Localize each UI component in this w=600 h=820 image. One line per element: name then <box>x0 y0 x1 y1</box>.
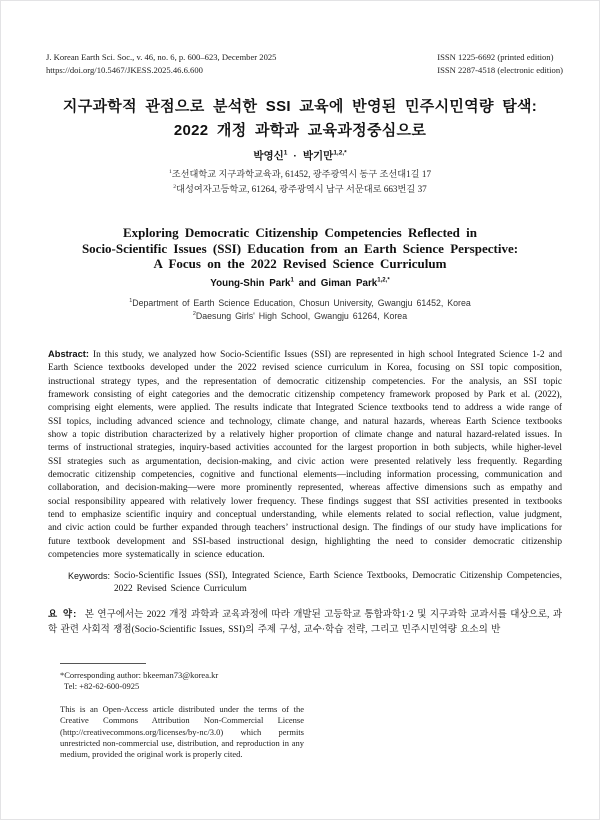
issn-print: ISSN 1225-6692 (printed edition) <box>437 52 554 62</box>
footnote-block <box>60 663 304 760</box>
korean-author-1-sup: 1 <box>283 149 288 157</box>
abstract-label: Abstract: <box>48 349 90 359</box>
english-title-line3: A Focus on the 2022 Revised Science Curriculum <box>153 256 447 271</box>
keywords-text: Socio-Scientific Issues (SSI), Integrated Science, Earth Science Textbooks, Democratic Citizenship Competencies, 2022 Revised Science Curriculum <box>114 570 562 594</box>
corresponding-author-line: *Corresponding author: bkeeman73@korea.kr <box>60 670 219 680</box>
license-paragraph: This is an Open-Access article distributed under the terms of the Creative Commons Attribution Non-Commercial License (http://creativecommons.org/licenses/by-nc/3.0) which permits unrestricted non-commercial use, distribution, and reproduction in any medium, provided the original work is properly cited. <box>60 704 304 760</box>
korean-affiliation-1-text: 조선대학교 지구과학교육과, 61452, 광주광역시 동구 조선대1길 17 <box>171 169 432 179</box>
korean-author-1: 박영신 <box>253 150 284 162</box>
english-author-2: Giman Park <box>320 278 378 289</box>
english-affiliation-1-text: Department of Earth Science Education, Chosun University, Gwangju 61452, Korea <box>132 298 471 308</box>
masthead <box>46 51 563 76</box>
journal-citation-block <box>46 51 276 76</box>
abstract-paragraph <box>48 348 562 563</box>
english-affiliation-2-sup: 2 <box>192 310 196 317</box>
korean-affiliation-2 <box>1 182 599 197</box>
korean-authors <box>1 148 599 163</box>
english-affiliation-1-sup: 1 <box>129 298 133 305</box>
korean-abstract-paragraph <box>48 608 562 637</box>
issn-block <box>437 51 563 76</box>
keywords-block <box>48 570 562 597</box>
english-affiliation-2 <box>1 310 599 323</box>
footnote-rule <box>60 663 146 664</box>
journal-citation: J. Korean Earth Sci. Soc., v. 46, no. 6, p. 600–623, December 2025 <box>46 52 277 62</box>
abstract-section <box>48 348 562 647</box>
english-title <box>31 225 569 272</box>
abstract-text: In this study, we analyzed how Socio-Scientific Issues (SSI) are represented in high school Integrated Science 1-2 and Earth Science textbooks developed under the 2022 revised science curriculum in Korea, focusing on SSI topic composition, instructional strategy types, and the representation of democratic citizenship competencies. For the analysis, an SSI topic framework consisting of eight categories and the democratic citizenship competency framework proposed by Park et al. (2022), comprising eight elements, were applied. The results indicate that Integrated Science textbooks tend to address a wide range of SSI topics, including advanced science and technology, climate change, and natural hazards, whereas Earth Science textbooks show a topic distribution characterized by a relatively higher proportion of climate change and natural hazard-related issues. In terms of instructional strategies, inquiry-based activities accounted for the largest proportion in both subjects, while higher-level SSI strategies such as argumentation, decision-making, and civic action were presented relatively less frequently. Regarding democratic citizenship competencies, cognitive and functional elements—including information processing, communication and collaboration, and decision-making—were more prominently represented, whereas affective dimensions such as empathy and social responsibility appeared with relatively lower frequency. These findings suggest that SSI activities presented in textbooks tend to emphasize scientific inquiry and conceptual understanding, while elements related to social reflection, value judgment, and civic action could be further expanded through teachers’ instructional design. The findings of our study have implications for future textbook development and SSI-based instructional design, highlighting the need to consider democratic citizenship competencies more systematically in science education. <box>48 350 562 561</box>
issn-electronic: ISSN 2287-4518 (electronic edition) <box>437 64 563 75</box>
korean-title-line2: 2022 개정 과학과 교육과정중심으로 <box>173 122 427 139</box>
english-author-separator: and <box>298 278 317 289</box>
keywords-label: Keywords: <box>68 570 111 581</box>
english-affiliation-2-text: Daesung Girls' High School, Gwangju 61264, Korea <box>195 310 408 321</box>
doi-text: https://doi.org/10.5467/JKESS.2025.46.6.600 <box>46 64 203 75</box>
korean-author-2: 박기만 <box>302 150 334 162</box>
korean-affiliation-1-sup: 1 <box>168 168 172 175</box>
english-author-1: Young-Shin Park <box>210 278 291 289</box>
korean-author-2-sup: 1,2,* <box>333 149 347 157</box>
english-author-2-sup: 1,2,* <box>377 277 390 284</box>
tel-line: Tel: +82-62-600-0925 <box>64 681 140 691</box>
english-title-line1: Exploring Democratic Citizenship Competencies Reflected in <box>122 225 478 240</box>
korean-title-line1: 지구과학적 관점으로 분석한 SSI 교육에 반영된 민주시민역량 탐색: <box>62 98 538 115</box>
korean-title <box>21 95 579 143</box>
english-title-line2: Socio-Scientific Issues (SSI) Education from an Earth Science Perspective: <box>81 240 519 256</box>
author-separator-dot: · <box>293 150 297 162</box>
korean-affiliations <box>1 167 599 196</box>
english-authors <box>1 278 599 289</box>
korean-abstract-text: 본 연구에서는 2022 개정 과학과 교육과정에 따라 개발된 고등학교 통합과학1·2 및 지구과학 교과서를 대상으로, 과학 관련 사회적 쟁점(Socio-Scientific Issues, SSI)의 주제 구성, 교수·학습 전략, 그리고 민주시민역량 요소의 반 <box>48 610 563 635</box>
korean-abstract-label: 요 약: <box>48 609 78 621</box>
english-affiliations <box>1 297 599 322</box>
korean-affiliation-2-sup: 2 <box>173 183 177 190</box>
english-author-1-sup: 1 <box>290 277 294 284</box>
korean-affiliation-1 <box>1 167 599 182</box>
korean-affiliation-2-text: 대성여자고등학교, 61264, 광주광역시 남구 서문대로 663번길 37 <box>176 183 427 194</box>
english-affiliation-1 <box>1 297 599 310</box>
